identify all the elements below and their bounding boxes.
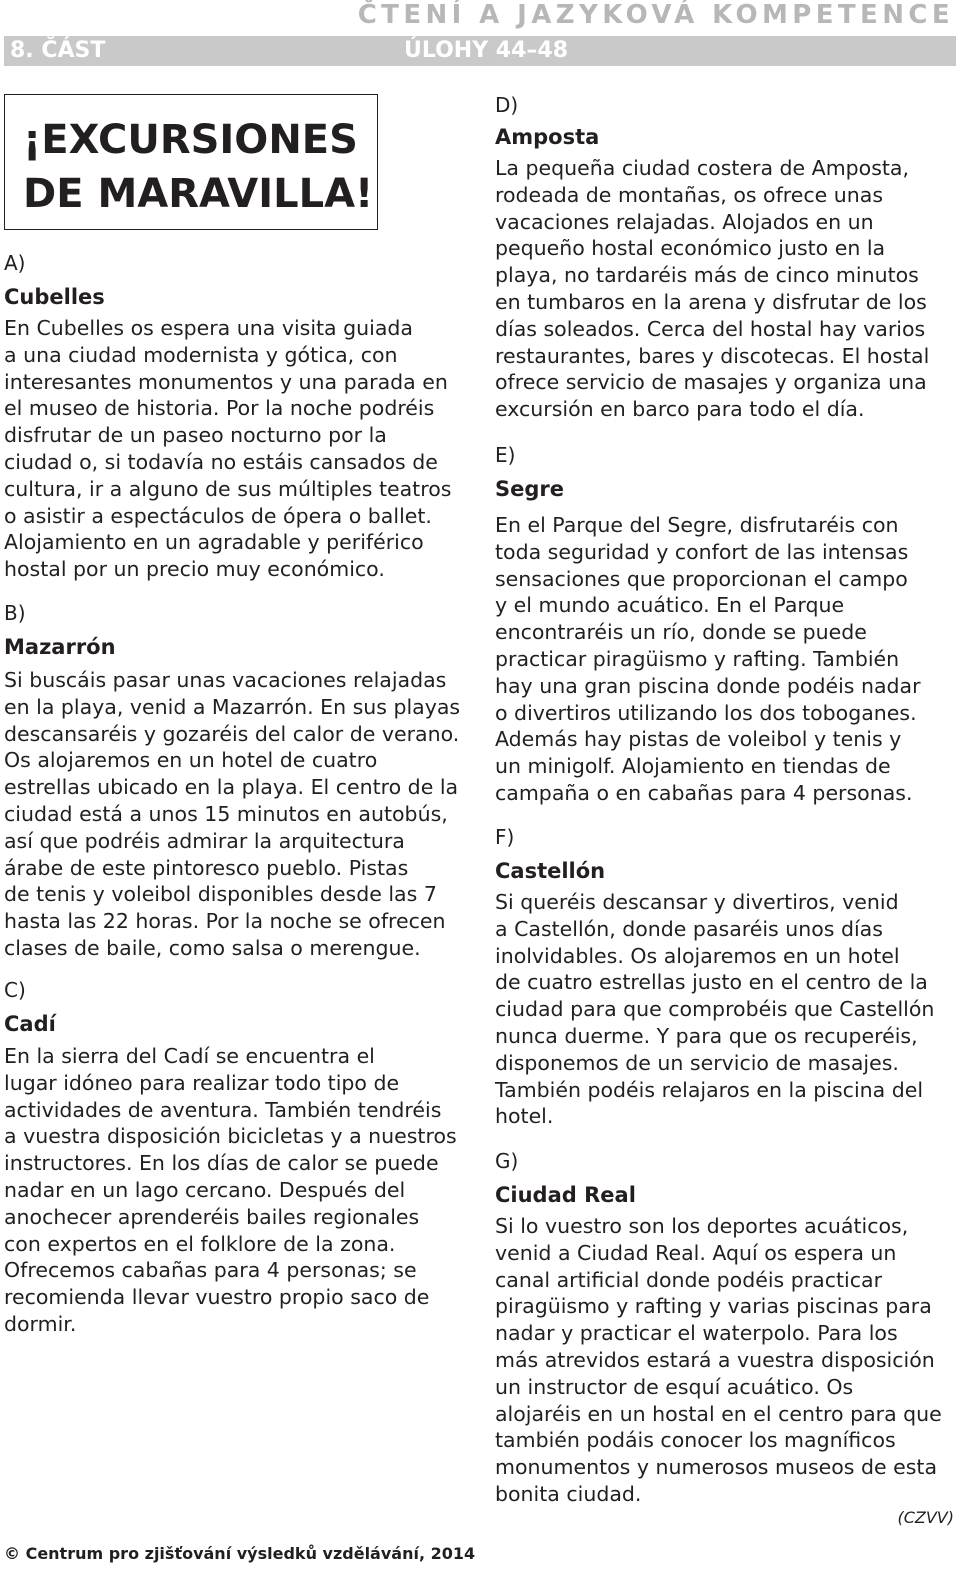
section-letter: E): [495, 443, 516, 467]
section-e: [495, 442, 955, 807]
section-name: Castellón: [495, 859, 606, 883]
header-band: [4, 36, 956, 66]
section-a: [4, 250, 464, 583]
section-name: Mazarrón: [4, 635, 116, 659]
section-name: Cadí: [4, 1012, 56, 1036]
section-text: En el Parque del Segre, disfrutaréis con toda seguridad y confort de las intensas sensaciones que proporcionan el campo y el mundo acuático. En el Parque encontraréis un río, donde se puede practicar piragüismo y rafting. También hay una gran piscina donde podéis nadar o divertiros utilizando los dos toboganes. Además hay pistas de voleibol y tenis y un minigolf. Alojamiento en tiendas de campaña o en cabañas para 4 personas.: [495, 513, 921, 805]
section-d: [495, 92, 955, 423]
section-name: Cubelles: [4, 285, 105, 309]
section-text: En la sierra del Cadí se encuentra el lugar idóneo para realizar todo tipo de actividades de aventura. También tendréis a vuestra disposición bicicletas y a nuestros instructores. En los días de calor se puede nadar en un lago cercano. Después del anochecer aprenderéis bailes regionales con expertos en el folklore de la zona. Ofrecemos cabañas para 4 personas; se recomienda llevar vuestro propio saco de dormir.: [4, 1044, 457, 1336]
section-name: Segre: [495, 477, 564, 501]
section-text: Si buscáis pasar unas vacaciones relajadas en la playa, venid a Mazarrón. En sus playas descansaréis y gozaréis del calor de verano. Os alojaremos en un hotel de cuatro estrellas ubicado en la playa. El centro de la ciudad está a unos 15 minutos en autobús, así que podréis admirar la arquitectura árabe de este pintoresco pueblo. Pistas de tenis y voleibol disponibles desde las 7 hasta las 22 horas. Por la noche se ofrecen clases de baile, como salsa o merengue.: [4, 668, 461, 960]
section-letter: C): [4, 978, 26, 1002]
section-text: La pequeña ciudad costera de Amposta, rodeada de montañas, os ofrece unas vacaciones relajadas. Alojados en un pequeño hostal económico justo en la playa, no tardaréis más de cinco minutos en tumbaros en la arena y disfrutar de los días soleados. Cerca del hostal hay varios restaurantes, bares y discotecas. El hostal ofrece servicio de masajes y organiza una excursión en barco para todo el día.: [495, 156, 930, 422]
tasks-label: ÚLOHY 44–48: [404, 38, 569, 63]
section-letter: F): [495, 825, 515, 849]
part-label: 8. ČÁST: [10, 38, 106, 63]
section-letter: G): [495, 1149, 519, 1173]
section-letter: D): [495, 93, 519, 117]
section-c: [4, 977, 464, 1338]
section-title: ČTENÍ A JAZYKOVÁ KOMPETENCE: [357, 0, 954, 30]
section-name: Ciudad Real: [495, 1183, 636, 1207]
source-note: (CZVV): [897, 1508, 954, 1527]
section-text: Si lo vuestro son los deportes acuáticos, venid a Ciudad Real. Aquí os espera un canal artificial donde podéis practicar piragüismo y rafting y varias piscinas para nadar y practicar el waterpolo. Para los más atrevidos estará a vuestra disposición un instructor de esquí acuático. Os alojaréis en un hostal en el centro para que también podáis conocer los magníficos monumentos y numerosos museos de esta bonita ciudad.: [495, 1214, 942, 1506]
title-box: [4, 94, 378, 230]
section-text: En Cubelles os espera una visita guiada a una ciudad modernista y gótica, con interesantes monumentos y una parada en el museo de historia. Por la noche podréis disfrutar de un paseo nocturno por la ciudad o, si todavía no estáis cansados de cultura, ir a alguno de sus múltiples teatros o asistir a espectáculos de ópera o ballet. Alojamiento en un agradable y periférico hostal por un precio muy económico.: [4, 316, 452, 582]
section-b: [4, 600, 464, 962]
page-title: ¡EXCURSIONES DE MARAVILLA!: [23, 117, 374, 217]
section-g: [495, 1148, 955, 1508]
section-name: Amposta: [495, 125, 600, 149]
section-text: Si queréis descansar y divertiros, venid a Castellón, donde pasaréis unos días inolvidables. Os alojaremos en un hotel de cuatro estrellas justo en el centro de la ciudad para que comprobéis que Castellón nunca duerme. Y para que os recuperéis, disponemos de un servicio de masajes. También podéis relajaros en la piscina del hotel.: [495, 890, 935, 1129]
section-letter: B): [4, 601, 26, 625]
copyright-footer: © Centrum pro zjišťování výsledků vzdělávání, 2014: [4, 1544, 476, 1563]
section-f: [495, 824, 955, 1130]
section-letter: A): [4, 251, 26, 275]
